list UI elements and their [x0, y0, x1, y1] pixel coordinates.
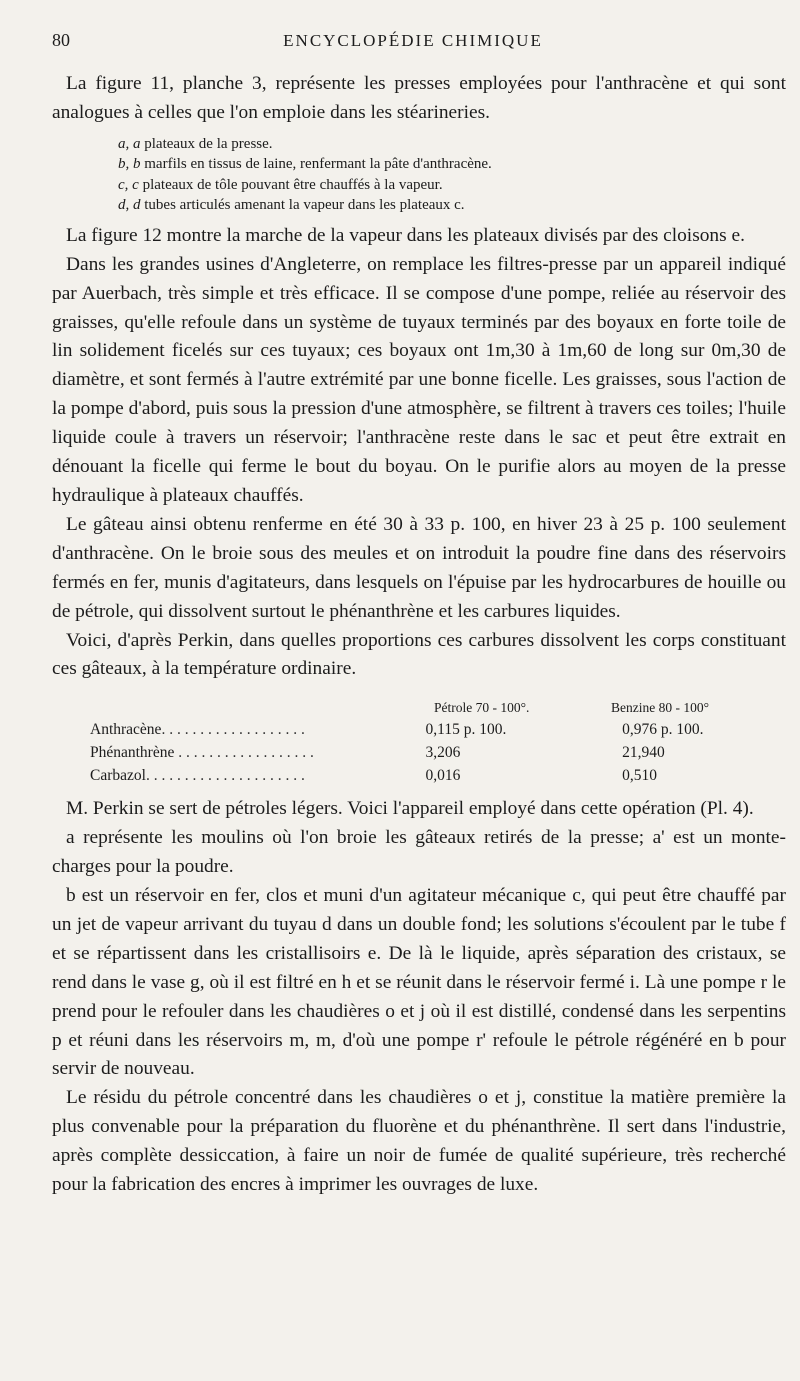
cell-petrole: 0,115 p. 100.: [425, 721, 507, 739]
page-header: [52, 30, 774, 60]
paragraph-gateau: Le gâteau ainsi obtenu renferme en été 30 à 33 p. 100, en hiver 23 à 25 p. 100 seulement d'anthracène. On le broie sous des meules et on introduit la poudre fine dans des réservoirs fermés en fer, munis d'agitateurs, dans lesquels on l'épuise par les hydrocarbures de houille ou de pétrole, qui dissolvent surtout le phénanthrène et les carbures liquides.: [52, 513, 786, 622]
table-row: Phénanthrène . . . . . . . . . . . . . . . . . . 3,206 21,940: [52, 739, 786, 762]
page-body: [52, 70, 786, 1200]
paragraph-auerbach: Dans les grandes usines d'Angleterre, on remplace les filtres-presse par un appareil indiqué par Auerbach, très simple et très efficace. Il se compose d'une pompe, reliée au réservoir des graisses, qu'elle refoule dans un système de tuyaux terminés par des boyaux en forte toile de lin solidement ficelés sur ces tuyaux; ces boyaux ont 1m,30 à 1m,60 de long sur 0m,30 de diamètre, et sont fermés à l'autre extrémité par une bonne ficelle. Les graisses, sous l'action de la pompe d'abord, puis sous la pression d'une atmosphère, se filtrent à travers ces toiles; l'huile liquide coule à travers un réservoir; l'anthracène reste dans le sac et peut être extrait en dénouant la ficelle qui ferme le bout du boyau. On le purifie alors au moyen de la presse hydraulique à plateaux chauffés.: [52, 253, 786, 506]
legend-key: b, b: [118, 156, 141, 173]
legend-text: marfils en tissus de laine, renfermant la pâte d'anthracène.: [144, 156, 492, 173]
legend-text: tubes articulés amenant la vapeur dans les plateaux c.: [144, 197, 465, 214]
paragraph-reservoir: b est un réservoir en fer, clos et muni d'un agitateur mécanique c, qui peut être chauffé par un jet de vapeur arrivant du tuyau d dans un double fond; les solutions s'écoulent par le tube f et se répartissent dans les cristallisoirs e. De là le liquide, après séparation des cristaux, se rend dans le vase g, où il est filtré en h et se réunit dans le réservoir fermé i. Là une pompe r le prend pour le refouler dans les chaudières o et j où il est distillé, condensé dans les serpentins p et réuni dans les réservoirs m, m, d'où une pompe r' refoule le pétrole régénéré en b pour servir de nouveau.: [52, 885, 786, 1080]
table-row: Anthracène. . . . . . . . . . . . . . . . . . . 0,115 p. 100. 0,976 p. 100.: [52, 716, 786, 739]
legend-key: c, c: [118, 176, 139, 193]
cell-petrole: 3,206: [425, 744, 461, 762]
page-number: 80: [52, 30, 70, 50]
paragraph-residu: Le résidu du pétrole concentré dans les chaudières o et j, constitue la matière première la plus convenable pour la préparation du fluorène et du phénanthrène. Il sert dans l'industrie, après complète dessiccation, à faire un noir de fumée de qualité supérieure, très recherché pour la fabrication des encres à imprimer les ouvrages de luxe.: [52, 1087, 786, 1196]
legend-item: [118, 195, 786, 216]
solubility-table: [52, 692, 786, 785]
paragraph-petroles-legers: M. Perkin se sert de pétroles légers. Voici l'appareil employé dans cette opération (Pl. 4).: [66, 798, 754, 820]
cell-petrole: 0,016: [425, 767, 461, 785]
legend-text: plateaux de tôle pouvant être chauffés à la vapeur.: [142, 176, 443, 193]
paragraph-perkin-intro: Voici, d'après Perkin, dans quelles proportions ces carbures dissolvent les corps constituant ces gâteaux, à la température ordinaire.: [52, 629, 786, 680]
legend-item: [118, 154, 786, 175]
table-header: [52, 692, 786, 716]
legend-text: plateaux de la presse.: [144, 135, 273, 152]
row-name: Anthracène: [90, 721, 162, 739]
cell-benzine: 21,940: [622, 744, 665, 762]
running-title: ENCYCLOPÉDIE CHIMIQUE: [283, 31, 543, 50]
column-header-benzine: Benzine 80 - 100°: [611, 700, 710, 716]
cell-benzine: 0,976 p. 100.: [622, 721, 704, 739]
row-name: Carbazol: [90, 767, 146, 785]
column-header-petrole: Pétrole 70 - 100°.: [434, 700, 530, 716]
legend-key: a, a: [118, 135, 141, 152]
paragraph-moulins: a représente les moulins où l'on broie les gâteaux retirés de la presse; a' est un monte-charges pour la poudre.: [52, 827, 786, 878]
cell-benzine: 0,510: [622, 767, 658, 785]
row-name: Phénanthrène: [90, 744, 175, 762]
table-row: Carbazol. . . . . . . . . . . . . . . . . . . . . 0,016 0,510: [52, 762, 786, 785]
legend-item: [118, 134, 786, 155]
legend-item: [118, 175, 786, 196]
legend-key: d, d: [118, 197, 141, 214]
figure-legend: [52, 134, 786, 216]
paragraph-figure-12: La figure 12 montre la marche de la vapeur dans les plateaux divisés par des cloisons e.: [66, 224, 745, 246]
paragraph-figure-11: La figure 11, planche 3, représente les presses employées pour l'anthracène et qui sont analogues à celles que l'on emploie dans les stéarineries.: [52, 73, 786, 123]
